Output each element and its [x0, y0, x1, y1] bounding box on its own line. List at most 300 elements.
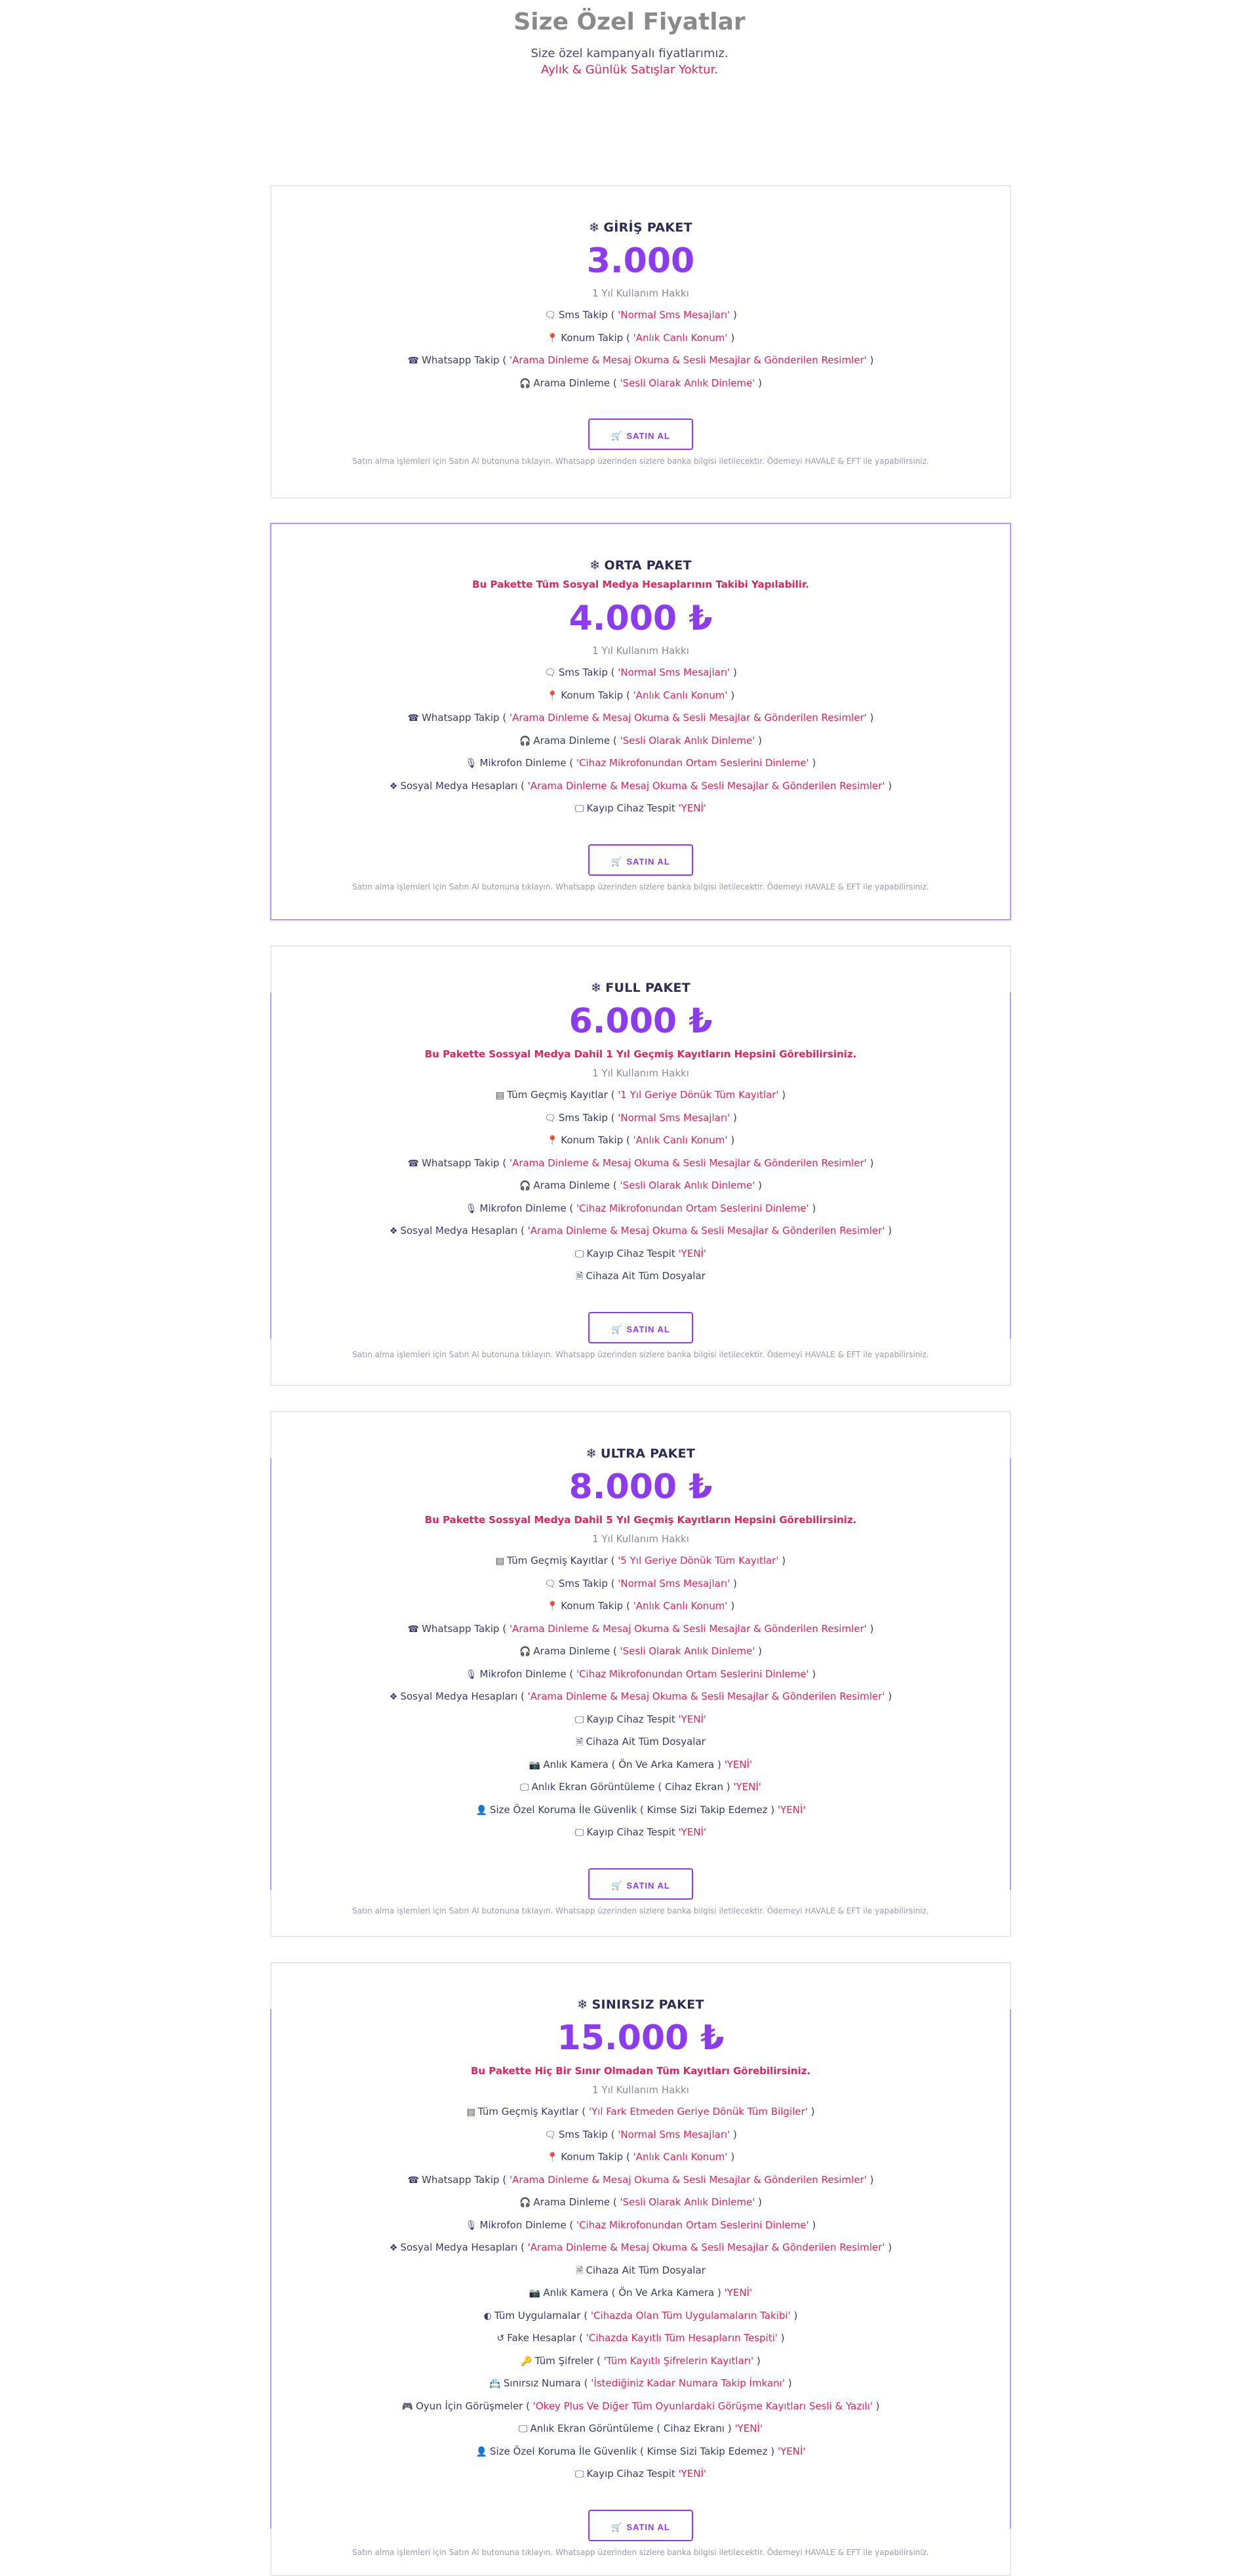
feature-end: ) [730, 309, 737, 321]
feature-end: ) [885, 779, 892, 792]
feature-end: ) [866, 2173, 874, 2186]
archive-icon: ▤ [495, 1556, 505, 1566]
feature-text: Konum Takip ( [561, 2151, 633, 2163]
feature-item [271, 2418, 1010, 2441]
package-highlight: Bu Pakette Sossyal Medya Dahil 5 Yıl Geçmiş Kayıtların Hepsini Görebilirsiniz. [424, 1514, 857, 1526]
feature-text: Sms Takip ( [558, 666, 618, 678]
feature-text: Sms Takip ( [558, 1577, 618, 1589]
feature-end: ) [807, 2106, 815, 2117]
feature-detail: 'Arama Dinleme & Mesaj Okuma & Sesli Mesajlar & Gönderilen Resimler' [509, 712, 867, 724]
feature-text: Whatsapp Takip ( [422, 2173, 510, 2186]
feature-text: Kayıp Cihaz Tespit [586, 1826, 679, 1838]
feature-item [271, 2305, 1010, 2328]
feature-item [271, 2260, 1010, 2283]
feature-detail: 'Normal Sms Mesajları' [618, 1111, 730, 1124]
buy-button[interactable] [588, 2510, 693, 2541]
feature-text: Arama Dinleme ( [533, 1179, 620, 1191]
feature-text: Sosyal Medya Hesapları ( [400, 1225, 528, 1237]
whatsapp-icon: ☎ [407, 713, 420, 724]
feature-text: Size Özel Koruma İle Güvenlik ( Kimse Sizi Takip Edemez ) [489, 2445, 778, 2457]
camera-icon: 📷 [529, 2288, 541, 2299]
user-icon: 👤 [475, 1805, 487, 1816]
headphones-icon: 🎧 [519, 1646, 531, 1657]
card-accent-line [270, 2009, 271, 2529]
feature-detail: 'İstediğiniz Kadar Numara Takip İmkanı' [591, 2377, 785, 2389]
id-card-icon: 📇 [489, 2379, 501, 2389]
feature-detail: 'YENİ' [724, 1758, 753, 1770]
feature-item [271, 752, 1010, 775]
feature-text: Arama Dinleme ( [533, 1645, 620, 1657]
feature-detail: 'YENİ' [734, 2423, 763, 2434]
cart-icon: 🛒 [611, 2522, 623, 2532]
feature-item [271, 350, 1010, 373]
feature-text: Mikrofon Dinleme ( [479, 1667, 576, 1680]
snowflake-icon: ❄ [577, 1997, 588, 2012]
feature-end: ) [784, 2377, 792, 2389]
package-price: 8.000 ₺ [569, 1467, 713, 1507]
feature-item [271, 1776, 1010, 1799]
feature-detail: 'Anlık Canlı Konum' [633, 2151, 728, 2163]
payment-note: Satın alma işlemleri için Satın Al butonuna tıklayın. Whatsapp üzerinden sizlere banka bilgisi iletilecektir. Ödemeyi HAVALE & EFT ile yapabilirsiniz. [352, 1906, 929, 1915]
feature-detail: 'Sesli Olarak Anlık Dinleme' [620, 2196, 755, 2208]
headphones-icon: 🎧 [519, 1181, 531, 1191]
feature-end: ) [885, 1225, 892, 1237]
card-accent-line [1010, 1458, 1011, 1890]
feature-text: Sms Takip ( [558, 2128, 618, 2140]
feature-item [271, 2327, 1010, 2350]
feature-item [271, 1243, 1010, 1266]
whatsapp-icon: ☎ [407, 2175, 420, 2186]
feature-end: ) [872, 2400, 880, 2412]
buy-button[interactable] [588, 1312, 693, 1343]
feature-text: Tüm Uygulamalar ( [494, 2309, 591, 2321]
feature-item [271, 1799, 1010, 1822]
feature-end: ) [778, 1089, 786, 1101]
feature-text: Konum Takip ( [561, 1600, 633, 1612]
buy-button-label: SATIN AL [626, 431, 670, 441]
feature-end: ) [885, 1690, 892, 1702]
chat-icon: 🗨 [544, 668, 556, 678]
feature-item [271, 1265, 1010, 1288]
package-price: 3.000 [586, 241, 695, 281]
feature-item [271, 1107, 1010, 1130]
feature-item [271, 2124, 1010, 2147]
package-highlight: Bu Pakette Tüm Sosyal Medya Hesaplarının Takibi Yapılabilir. [472, 579, 809, 590]
feature-item [271, 2146, 1010, 2169]
feature-text: Kayıp Cihaz Tespit [586, 802, 679, 814]
feature-item [271, 2169, 1010, 2192]
feature-item [271, 1198, 1010, 1221]
location-icon: 📍 [546, 2152, 559, 2163]
buy-button-label: SATIN AL [626, 1880, 670, 1891]
feature-end: ) [866, 1156, 874, 1169]
feature-item [271, 2282, 1010, 2305]
chat-icon: 🗨 [544, 2129, 556, 2140]
feature-end: ) [755, 377, 763, 389]
apps-icon: ◐ [483, 2310, 492, 2321]
feature-detail: 'Arama Dinleme & Mesaj Okuma & Sesli Mesajlar & Gönderilen Resimler' [527, 1225, 885, 1237]
cart-icon: 🛒 [611, 1324, 623, 1334]
file-icon: 🗎 [576, 1737, 584, 1748]
feature-detail: 'Arama Dinleme & Mesaj Okuma & Sesli Mesajlar & Gönderilen Resimler' [527, 2241, 885, 2253]
feature-text: Tüm Geçmiş Kayıtlar ( [507, 1089, 618, 1101]
feature-list [271, 2101, 1010, 2486]
page-title: Size Özel Fiyatlar [513, 9, 746, 35]
feature-detail: 'Arama Dinleme & Mesaj Okuma & Sesli Mesajlar & Gönderilen Resimler' [509, 1622, 867, 1635]
social-icon: ❖ [389, 1692, 398, 1702]
feature-detail: 'YENİ' [678, 2468, 707, 2480]
feature-item [271, 1220, 1010, 1243]
pricing-card [270, 1411, 1011, 1937]
feature-detail: 'Cihaz Mikrofonundan Ortam Seslerini Dinleme' [576, 1202, 809, 1214]
feature-text: Konum Takip ( [561, 331, 633, 344]
feature-item [271, 2396, 1010, 2419]
feature-list [271, 304, 1010, 395]
headphones-icon: 🎧 [519, 735, 531, 746]
card-accent-line [270, 1458, 271, 1890]
package-highlight: Bu Pakette Sossyal Medya Dahil 1 Yıl Geçmiş Kayıtların Hepsini Görebilirsiniz. [424, 1048, 857, 1060]
feature-end: ) [730, 2128, 737, 2140]
feature-detail: 'Normal Sms Mesajları' [618, 309, 730, 321]
page-subtitle: Size özel kampanyalı fiyatlarımız. [530, 47, 729, 60]
feature-detail: '5 Yıl Geriye Dönük Tüm Kayıtlar' [618, 1555, 779, 1566]
buy-button-label: SATIN AL [626, 856, 670, 867]
monitor-icon: 🖵 [574, 1714, 584, 1725]
feature-detail: 'Normal Sms Mesajları' [618, 2128, 730, 2140]
feature-detail: 'YENİ' [678, 802, 707, 814]
feature-detail: 'Cihaz Mikrofonundan Ortam Seslerini Dinleme' [576, 2218, 809, 2231]
monitor-icon: 🖵 [574, 1828, 584, 1838]
package-highlight: Bu Pakette Hiç Bir Sınır Olmadan Tüm Kayıtları Görebilirsiniz. [470, 2065, 811, 2077]
feature-detail: 'Sesli Olarak Anlık Dinleme' [620, 1179, 755, 1191]
feature-text: Cihaza Ait Tüm Dosyalar [586, 2264, 706, 2276]
feature-detail: 'YENİ' [733, 1781, 761, 1793]
feature-text: Size Özel Koruma İle Güvenlik ( Kimse Sizi Takip Edemez ) [489, 1803, 778, 1816]
feature-detail: 'YENİ' [678, 1247, 707, 1259]
feature-end: ) [866, 1622, 874, 1635]
package-period: 1 Yıl Kullanım Hakkı [592, 1067, 689, 1079]
page-notice: Aylık & Günlük Satışlar Yoktur. [541, 63, 718, 77]
buy-button[interactable] [588, 844, 693, 876]
social-icon: ❖ [389, 781, 398, 792]
payment-note: Satın alma işlemleri için Satın Al butonuna tıklayın. Whatsapp üzerinden sizlere banka bilgisi iletilecektir. Ödemeyi HAVALE & EFT ile yapabilirsiniz. [352, 1349, 929, 1359]
package-period: 1 Yıl Kullanım Hakkı [592, 1533, 689, 1545]
feature-end: ) [730, 1111, 737, 1124]
feature-end: ) [777, 2332, 785, 2344]
feature-text: Kayıp Cihaz Tespit [586, 1713, 679, 1725]
buy-button-label: SATIN AL [626, 2522, 670, 2532]
feature-text: Tüm Şifreler ( [534, 2354, 604, 2367]
feature-detail: 'YENİ' [678, 1826, 707, 1838]
feature-text: Whatsapp Takip ( [422, 1156, 510, 1169]
history-icon: ↺ [496, 2333, 505, 2344]
snowflake-icon: ❄ [590, 981, 602, 995]
feature-item [271, 662, 1010, 685]
buy-button[interactable] [588, 419, 693, 450]
feature-end: ) [753, 2354, 761, 2367]
file-icon: 🗎 [576, 2265, 584, 2276]
feature-detail: '1 Yıl Geriye Dönük Tüm Kayıtlar' [618, 1089, 779, 1101]
feature-end: ) [727, 1600, 735, 1612]
gamepad-icon: 🎮 [401, 2401, 414, 2412]
cart-icon: 🛒 [611, 1880, 623, 1891]
feature-text: Kayıp Cihaz Tespit [586, 2468, 679, 2480]
feature-detail: 'Arama Dinleme & Mesaj Okuma & Sesli Mesajlar & Gönderilen Resimler' [509, 1156, 867, 1169]
feature-end: ) [727, 689, 735, 701]
feature-text: Sosyal Medya Hesapları ( [400, 1690, 528, 1702]
payment-note: Satın alma işlemleri için Satın Al butonuna tıklayın. Whatsapp üzerinden sizlere banka bilgisi iletilecektir. Ödemeyi HAVALE & EFT ile yapabilirsiniz. [352, 2547, 929, 2557]
feature-item [271, 2441, 1010, 2464]
feature-detail: 'Anlık Canlı Konum' [633, 331, 728, 344]
feature-list [271, 662, 1010, 821]
feature-end: ) [727, 1134, 735, 1146]
location-icon: 📍 [546, 690, 559, 701]
package-name-text: FULL PAKET [605, 981, 691, 995]
feature-text: Arama Dinleme ( [533, 377, 620, 389]
feature-item [271, 1618, 1010, 1641]
feature-detail: 'Anlık Canlı Konum' [633, 1600, 728, 1612]
feature-item [271, 1709, 1010, 1732]
package-period: 1 Yıl Kullanım Hakkı [592, 2084, 689, 2096]
feature-detail: 'Cihazda Olan Tüm Uygulamaların Takibi' [590, 2309, 791, 2321]
pricing-card [270, 945, 1011, 1386]
feature-detail: 'Arama Dinleme & Mesaj Okuma & Sesli Mesajlar & Gönderilen Resimler' [509, 354, 867, 366]
location-icon: 📍 [546, 333, 559, 344]
feature-text: Arama Dinleme ( [533, 2196, 620, 2208]
cart-icon: 🛒 [611, 431, 623, 441]
feature-text: Cihaza Ait Tüm Dosyalar [586, 1270, 706, 1282]
package-name [271, 981, 1010, 995]
feature-detail: 'Arama Dinleme & Mesaj Okuma & Sesli Mesajlar & Gönderilen Resimler' [527, 779, 885, 792]
chat-icon: 🗨 [544, 1578, 556, 1589]
feature-detail: 'Anlık Canlı Konum' [633, 1134, 728, 1146]
pricing-card [270, 185, 1011, 499]
feature-item [271, 2237, 1010, 2260]
payment-note: Satın alma işlemleri için Satın Al butonuna tıklayın. Whatsapp üzerinden sizlere banka bilgisi iletilecektir. Ödemeyi HAVALE & EFT ile yapabilirsiniz. [352, 882, 929, 891]
snowflake-icon: ❄ [589, 220, 600, 235]
package-name-text: SINIRSIZ PAKET [591, 1997, 704, 2012]
feature-item [271, 685, 1010, 708]
card-accent-line [1010, 992, 1011, 1339]
feature-text: Sosyal Medya Hesapları ( [400, 779, 528, 792]
microphone-icon: 🎙 [465, 2220, 477, 2231]
feature-item [271, 1686, 1010, 1709]
payment-note: Satın alma işlemleri için Satın Al butonuna tıklayın. Whatsapp üzerinden sizlere banka bilgisi iletilecektir. Ödemeyi HAVALE & EFT ile yapabilirsiniz. [352, 457, 929, 466]
buy-button[interactable] [588, 1868, 693, 1900]
feature-item [271, 1595, 1010, 1618]
feature-end: ) [866, 712, 874, 724]
feature-end: ) [778, 1555, 786, 1566]
feature-detail: 'YENİ' [777, 2445, 806, 2457]
feature-item [271, 327, 1010, 350]
feature-detail: 'YENİ' [678, 1713, 707, 1725]
feature-end: ) [755, 1645, 763, 1657]
feature-text: Sms Takip ( [558, 1111, 618, 1124]
feature-end: ) [755, 1179, 763, 1191]
feature-text: Mikrofon Dinleme ( [479, 1202, 576, 1214]
card-accent-line [270, 992, 271, 1339]
feature-end: ) [755, 734, 763, 746]
monitor-icon: 🖵 [574, 1248, 584, 1259]
feature-detail: 'Normal Sms Mesajları' [618, 1577, 730, 1589]
feature-detail: 'YENİ' [777, 1803, 806, 1816]
microphone-icon: 🎙 [465, 1669, 477, 1680]
package-price: 6.000 ₺ [569, 1002, 713, 1041]
feature-text: Konum Takip ( [561, 689, 633, 701]
feature-item [271, 798, 1010, 821]
feature-text: Whatsapp Takip ( [422, 712, 510, 724]
archive-icon: ▤ [466, 2107, 475, 2117]
package-name-text: ULTRA PAKET [601, 1446, 696, 1461]
snowflake-icon: ❄ [586, 1446, 597, 1461]
feature-list [271, 1084, 1010, 1288]
social-icon: ❖ [389, 2243, 398, 2253]
chat-icon: 🗨 [544, 1113, 556, 1124]
feature-item [271, 2373, 1010, 2396]
user-icon: 👤 [475, 2446, 487, 2457]
page-header [0, 0, 1259, 79]
feature-end: ) [727, 331, 735, 344]
package-name [271, 220, 1010, 235]
feature-item [271, 1084, 1010, 1107]
location-icon: 📍 [546, 1601, 559, 1612]
package-name-text: GİRİŞ PAKET [603, 220, 692, 235]
feature-item [271, 2215, 1010, 2238]
feature-detail: 'Arama Dinleme & Mesaj Okuma & Sesli Mesajlar & Gönderilen Resimler' [509, 2173, 867, 2186]
feature-detail: 'Cihazda Kayıtlı Tüm Hesapların Tespiti' [586, 2332, 778, 2344]
feature-detail: 'YENİ' [724, 2287, 753, 2299]
feature-text: Anlık Ekran Görüntüleme ( Cihaz Ekranı ) [530, 2423, 735, 2434]
feature-detail: 'Okey Plus Ve Diğer Tüm Oyunlardaki Görüşme Kayıtları Sesli & Yazılı' [532, 2400, 873, 2412]
feature-end: ) [730, 1577, 737, 1589]
feature-text: Tüm Geçmiş Kayıtlar ( [507, 1555, 618, 1566]
feature-item [271, 2350, 1010, 2373]
feature-text: Kayıp Cihaz Tespit [586, 1247, 679, 1259]
chat-icon: 🗨 [544, 310, 556, 321]
headphones-icon: 🎧 [519, 378, 531, 389]
feature-text: Anlık Kamera ( Ön Ve Arka Kamera ) [543, 1758, 725, 1770]
feature-text: Arama Dinleme ( [533, 734, 620, 746]
card-accent-line [1010, 2009, 1011, 2529]
feature-detail: 'Cihaz Mikrofonundan Ortam Seslerini Dinleme' [576, 757, 809, 769]
monitor-icon: 🖵 [574, 2469, 584, 2480]
feature-text: Fake Hesaplar ( [507, 2332, 586, 2344]
pricing-card [270, 1962, 1011, 2576]
microphone-icon: 🎙 [465, 1203, 477, 1214]
feature-item [271, 707, 1010, 730]
microphone-icon: 🎙 [465, 758, 477, 769]
feature-detail: 'Yıl Fark Etmeden Geriye Dönük Tüm Bilgiler' [588, 2106, 808, 2117]
feature-text: Tüm Geçmiş Kayıtlar ( [477, 2106, 589, 2117]
package-name-text: ORTA PAKET [604, 558, 692, 573]
feature-item [271, 1550, 1010, 1573]
feature-text: Mikrofon Dinleme ( [479, 757, 576, 769]
key-icon: 🔑 [521, 2356, 532, 2367]
file-icon: 🗎 [576, 1271, 584, 1282]
feature-end: ) [790, 2309, 798, 2321]
package-price: 4.000 ₺ [569, 599, 713, 638]
feature-item [271, 1754, 1010, 1777]
whatsapp-icon: ☎ [407, 1158, 420, 1169]
feature-end: ) [866, 354, 874, 366]
package-period: 1 Yıl Kullanım Hakkı [592, 645, 689, 657]
package-name [271, 558, 1010, 573]
feature-end: ) [727, 2151, 735, 2163]
pricing-card [270, 523, 1011, 920]
package-period: 1 Yıl Kullanım Hakkı [592, 287, 689, 299]
buy-button-label: SATIN AL [626, 1324, 670, 1334]
feature-item [271, 1175, 1010, 1198]
package-price: 15.000 ₺ [557, 2018, 725, 2058]
feature-detail: 'Sesli Olarak Anlık Dinleme' [620, 377, 755, 389]
cart-icon: 🛒 [611, 856, 623, 867]
feature-item [271, 373, 1010, 396]
feature-text: Anlık Ekran Görüntüleme ( Cihaz Ekran ) [531, 1781, 734, 1793]
social-icon: ❖ [389, 1226, 398, 1237]
feature-end: ) [809, 1202, 816, 1214]
feature-item [271, 775, 1010, 798]
whatsapp-icon: ☎ [407, 356, 420, 366]
feature-item [271, 2192, 1010, 2215]
feature-detail: 'Sesli Olarak Anlık Dinleme' [620, 734, 755, 746]
feature-item [271, 304, 1010, 327]
camera-icon: 📷 [529, 1759, 541, 1770]
feature-detail: 'Normal Sms Mesajları' [618, 666, 730, 678]
feature-detail: 'Tüm Kayıtlı Şifrelerin Kayıtları' [603, 2354, 754, 2367]
snowflake-icon: ❄ [590, 558, 601, 573]
feature-text: Konum Takip ( [561, 1134, 633, 1146]
package-name [271, 1446, 1010, 1461]
feature-end: ) [809, 2218, 816, 2231]
feature-item [271, 2101, 1010, 2124]
monitor-icon: 🖵 [519, 2424, 528, 2434]
feature-detail: 'Cihaz Mikrofonundan Ortam Seslerini Dinleme' [576, 1667, 809, 1680]
feature-text: Sms Takip ( [558, 309, 618, 321]
feature-item [271, 1731, 1010, 1754]
feature-end: ) [755, 2196, 763, 2208]
feature-end: ) [809, 1667, 816, 1680]
feature-detail: 'Anlık Canlı Konum' [633, 689, 728, 701]
feature-end: ) [885, 2241, 892, 2253]
feature-text: Anlık Kamera ( Ön Ve Arka Kamera ) [543, 2287, 725, 2299]
feature-text: Whatsapp Takip ( [422, 1622, 510, 1635]
feature-text: Sınırsız Numara ( [503, 2377, 591, 2389]
archive-icon: ▤ [495, 1090, 505, 1101]
feature-item [271, 2463, 1010, 2486]
monitor-icon: 🖵 [574, 804, 584, 814]
feature-item [271, 730, 1010, 753]
feature-end: ) [809, 757, 816, 769]
feature-detail: 'Sesli Olarak Anlık Dinleme' [620, 1645, 755, 1657]
feature-text: Mikrofon Dinleme ( [479, 2218, 576, 2231]
package-name [271, 1997, 1010, 2012]
feature-text: Whatsapp Takip ( [422, 354, 510, 366]
feature-item [271, 1153, 1010, 1176]
feature-item [271, 1130, 1010, 1153]
whatsapp-icon: ☎ [407, 1624, 420, 1635]
feature-text: Oyun İçin Görüşmeler ( [416, 2400, 533, 2412]
feature-detail: 'Arama Dinleme & Mesaj Okuma & Sesli Mesajlar & Gönderilen Resimler' [527, 1690, 885, 1702]
headphones-icon: 🎧 [519, 2198, 531, 2208]
feature-item [271, 1573, 1010, 1596]
feature-text: Cihaza Ait Tüm Dosyalar [586, 1736, 706, 1748]
monitor-icon: 🖵 [520, 1782, 529, 1793]
feature-item [271, 1664, 1010, 1687]
feature-text: Sosyal Medya Hesapları ( [400, 2241, 528, 2253]
feature-list [271, 1550, 1010, 1845]
feature-item [271, 1822, 1010, 1845]
location-icon: 📍 [546, 1135, 559, 1146]
